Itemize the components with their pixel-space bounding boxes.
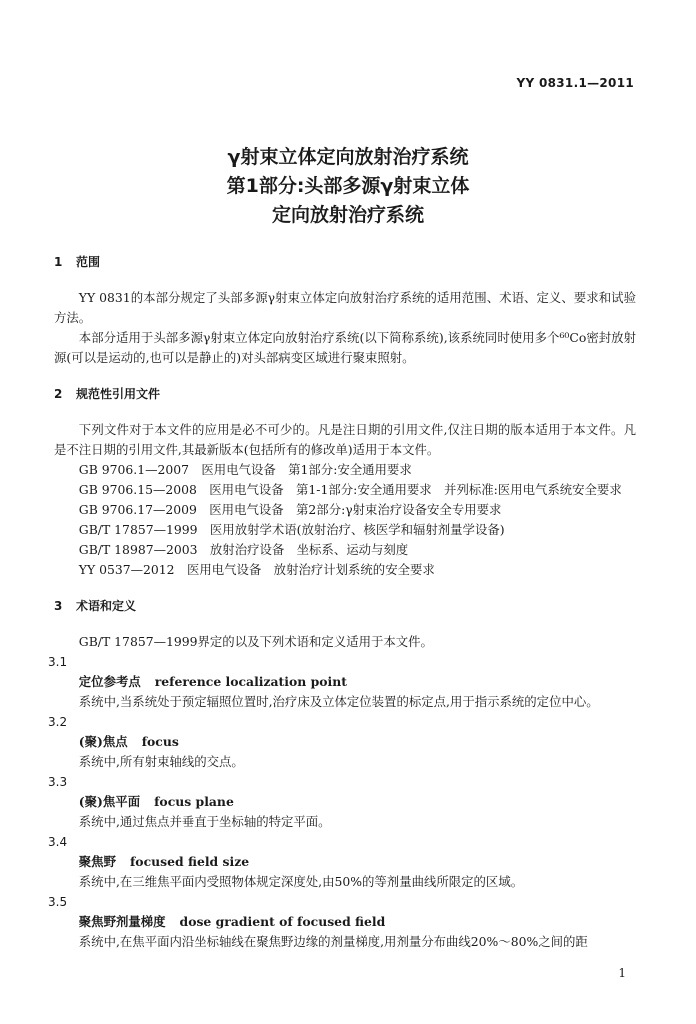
term-definition: 系统中,在三维焦平面内受照物体规定深度处,由50%的等剂量曲线所限定的区域。	[78, 874, 524, 889]
term-name	[54, 732, 636, 752]
reference-item: GB/T 18987—2003 放射治疗设备 坐标系、运动与刻度	[78, 542, 409, 557]
title-line-2: 第1部分:头部多源γ射束立体	[226, 175, 470, 197]
term-en: focus	[141, 734, 179, 749]
reference-item: GB/T 17857—1999 医用放射学术语(放射治疗、核医学和辐射剂量学设备)	[78, 522, 505, 537]
term-number: 3.1	[48, 655, 68, 669]
section-number: 1	[54, 255, 63, 269]
section-title: 规范性引用文件	[76, 387, 161, 401]
term-name	[54, 912, 636, 932]
term-en: dose gradient of focused field	[179, 914, 386, 929]
paragraph: 下列文件对于本文件的应用是必不可少的。凡是注日期的引用文件,仅注日期的版本适用于本文件。凡是不注日期的引用文件,其最新版本(包括所有的修改单)适用于本文件。	[54, 422, 636, 457]
paragraph: 本部分适用于头部多源γ射束立体定向放射治疗系统(以下简称系统),该系统同时使用多个⁶⁰Co密封放射源(可以是运动的,也可以是静止的)对头部病变区域进行聚束照射。	[54, 330, 636, 365]
term-en: focus plane	[154, 794, 234, 809]
term-number: 3.2	[48, 715, 68, 729]
page-number: 1	[618, 966, 626, 980]
document-title	[0, 143, 696, 230]
standard-code: YY 0831.1—2011	[516, 76, 634, 90]
term-zh: 聚焦野	[78, 854, 116, 869]
term-name	[54, 852, 636, 872]
term-number: 3.5	[48, 895, 68, 909]
section-title: 范围	[76, 255, 101, 269]
reference-item: GB 9706.15—2008 医用电气设备 第1-1部分:安全通用要求 并列标准:医用电气系统安全要求	[78, 482, 622, 497]
term-zh: 定位参考点	[78, 674, 141, 689]
reference-item: GB 9706.1—2007 医用电气设备 第1部分:安全通用要求	[78, 462, 412, 477]
term-zh: 聚焦野剂量梯度	[78, 914, 166, 929]
paragraph: YY 0831的本部分规定了头部多源γ射束立体定向放射治疗系统的适用范围、术语、定义、要求和试验方法。	[54, 290, 636, 325]
section-1-heading	[54, 252, 636, 272]
section-title: 术语和定义	[76, 599, 137, 613]
title-line-1: γ射束立体定向放射治疗系统	[227, 146, 469, 168]
term-number: 3.4	[48, 835, 68, 849]
term-name	[54, 792, 636, 812]
section-number: 3	[54, 599, 63, 613]
term-name	[54, 672, 636, 692]
term-en: focused field size	[129, 854, 250, 869]
title-line-3: 定向放射治疗系统	[271, 204, 424, 226]
term-zh: (聚)焦平面	[78, 794, 141, 809]
section-2-heading	[54, 384, 636, 404]
reference-item: YY 0537—2012 医用电气设备 放射治疗计划系统的安全要求	[78, 562, 435, 577]
paragraph: GB/T 17857—1999界定的以及下列术语和定义适用于本文件。	[78, 634, 433, 649]
term-definition: 系统中,当系统处于预定辐照位置时,治疗床及立体定位装置的标定点,用于指示系统的定位中心。	[78, 694, 599, 709]
reference-item: GB 9706.17—2009 医用电气设备 第2部分:γ射束治疗设备安全专用要求	[78, 502, 502, 517]
term-definition: 系统中,通过焦点并垂直于坐标轴的特定平面。	[78, 814, 331, 829]
section-3-heading	[54, 596, 636, 616]
term-definition: 系统中,所有射束轴线的交点。	[78, 754, 244, 769]
term-en: reference localization point	[154, 674, 347, 689]
section-number: 2	[54, 387, 63, 401]
document-body	[48, 252, 636, 952]
term-zh: (聚)焦点	[78, 734, 128, 749]
term-definition: 系统中,在焦平面内沿坐标轴线在聚焦野边缘的剂量梯度,用剂量分布曲线20%～80%之间的距	[78, 934, 588, 949]
term-number: 3.3	[48, 775, 68, 789]
